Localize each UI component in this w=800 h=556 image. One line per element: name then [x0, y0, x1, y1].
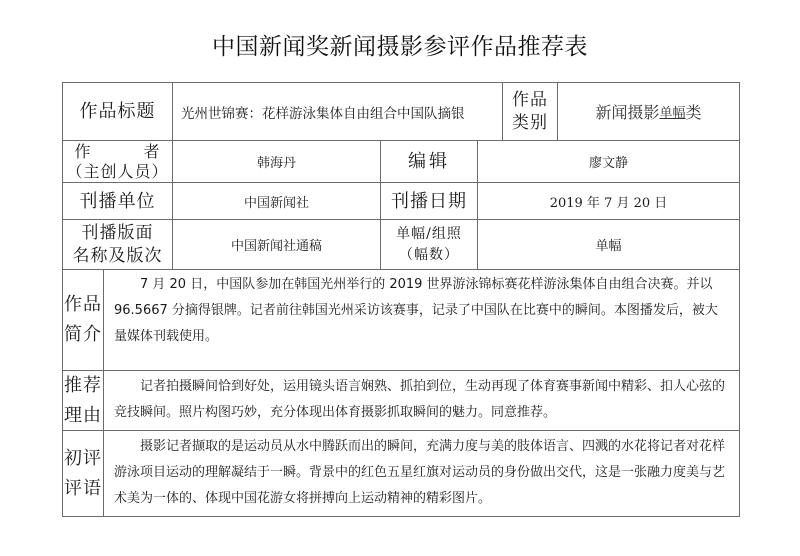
- author-label-char1: 作: [74, 141, 92, 161]
- initial-review-label-line2: 评语: [64, 477, 102, 499]
- initial-review-label-line1: 初评: [64, 447, 102, 469]
- work-title-label-text: 作品标题: [79, 101, 156, 122]
- edition-value-text: 中国新闻社通稿: [230, 239, 322, 254]
- category-label-line2: 类别: [512, 112, 548, 133]
- initial-review-paragraph: 摄影记者撷取的是运动员从水中腾跃而出的瞬间，充满力度与美的肢体语言、四溅的水花将记者对花样游泳项目运动的理解凝结于一瞬。背景中的红色五星红旗对运动员的身份做出交代，这是一张融力度美与艺术美为一体的、体现中国花游女将拼搏向上运动精神的精彩图片。: [114, 439, 726, 506]
- editor-label: [380, 140, 478, 183]
- recommendation-text: [103, 370, 740, 431]
- summary-text: [103, 269, 740, 371]
- summary-paragraph: 7 月 20 日，中国队参加在韩国光州举行的 2019 世界游泳锦标赛花样游泳集体自由组合决赛。并以 96.5667 分摘得银牌。记者前往韩国光州采访该赛事，记录了中国队在比赛中的瞬间。本图播发后，被大量媒体刊载使用。: [114, 277, 718, 344]
- category-value-underlined: 单幅: [659, 106, 686, 121]
- recommendation-label-line2: 理由: [64, 404, 102, 426]
- summary-label-line1: 作品: [64, 294, 102, 315]
- author-label: [62, 140, 173, 183]
- category-label-line1: 作品: [512, 89, 548, 110]
- author-label-line1: [75, 142, 161, 162]
- work-title-value-text: 光州世锦赛：花样游泳集体自由组合中国队摘银: [181, 105, 465, 122]
- edition-label-line2: 名称及版次: [72, 245, 163, 266]
- author-value-text: 韩海丹: [256, 156, 296, 171]
- category-label: [502, 82, 558, 141]
- publisher-value: [172, 182, 381, 220]
- category-value: [557, 82, 740, 141]
- category-value-prefix: 新闻摄影: [595, 103, 660, 122]
- publish-date-value: [477, 182, 740, 220]
- author-label-line2: （主创人员）: [66, 161, 169, 181]
- publisher-label: [62, 182, 173, 220]
- recommendation-paragraph: 记者拍摄瞬间恰到好处，运用镜头语言娴熟、抓拍到位，生动再现了体育赛事新闻中精彩、扣人心弦的竞技瞬间。照片构图巧妙，充分体现出体育摄影抓取瞬间的魅力。同意推荐。: [114, 379, 726, 420]
- edition-value: [172, 219, 381, 270]
- publish-date-label: [380, 182, 478, 220]
- category-value-suffix: 类: [685, 103, 702, 122]
- edition-label-line1: 刊播版面: [81, 222, 154, 243]
- summary-label: [62, 269, 104, 371]
- edition-label: [62, 219, 173, 270]
- summary-label-line2: 简介: [64, 324, 102, 345]
- publisher-label-text: 刊播单位: [79, 190, 156, 212]
- publish-date-label-text: 刊播日期: [391, 190, 467, 212]
- initial-review-text: [103, 430, 740, 517]
- author-value: [172, 140, 381, 183]
- editor-label-text: 编辑: [408, 151, 450, 172]
- photo-count-label-line1: 单幅/组照: [396, 225, 462, 242]
- publisher-value-text: 中国新闻社: [243, 195, 309, 211]
- initial-review-label: [62, 430, 104, 517]
- photo-count-label-line2: （幅数）: [399, 246, 459, 263]
- recommendation-label-line1: 推荐: [64, 374, 102, 396]
- author-label-char2: 者: [143, 141, 161, 161]
- editor-value-text: 廖文静: [588, 156, 628, 171]
- photo-count-value-text: 单幅: [595, 239, 622, 254]
- photo-count-value: [477, 219, 740, 270]
- publish-date-value-text: 2019 年 7 月 20 日: [549, 195, 668, 211]
- work-title-label: [62, 82, 173, 141]
- recommendation-label: [62, 370, 104, 431]
- editor-value: [477, 140, 740, 183]
- page-title: 中国新闻奖新闻摄影参评作品推荐表: [212, 34, 588, 60]
- photo-count-label: [380, 219, 478, 270]
- work-title-value: [172, 82, 503, 141]
